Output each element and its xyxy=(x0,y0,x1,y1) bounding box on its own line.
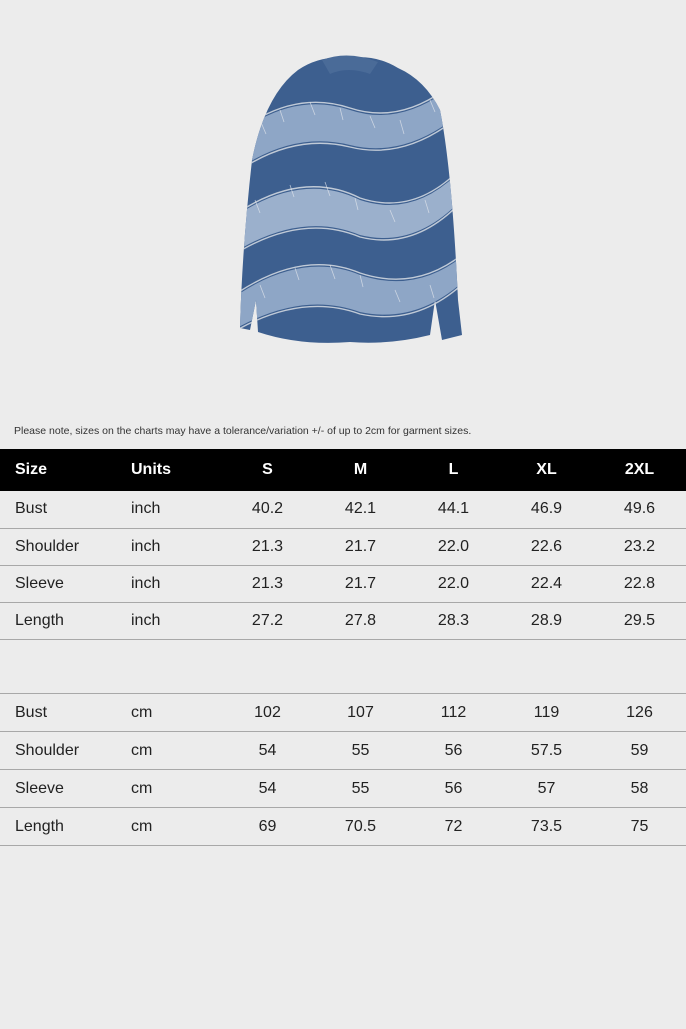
cell-s: 54 xyxy=(258,779,277,797)
header-s: S xyxy=(262,461,273,478)
cell-l: 44.1 xyxy=(437,500,470,518)
cell-m: 21.7 xyxy=(344,574,377,592)
cell-s: 21.3 xyxy=(251,574,284,592)
row-unit: cm xyxy=(131,779,153,797)
cell-2xl: 22.8 xyxy=(623,574,656,592)
cell-xl: 57.5 xyxy=(530,741,563,759)
table-row-sleeve-cm xyxy=(0,770,686,808)
header-size: Size xyxy=(15,461,48,478)
cell-2xl: 49.6 xyxy=(623,500,656,518)
table-row-shoulder-inch xyxy=(0,528,686,565)
size-chart-header-row xyxy=(0,449,686,491)
table-row-bust-cm xyxy=(0,694,686,732)
cell-xl: 46.9 xyxy=(530,500,563,518)
header-units: Units xyxy=(131,461,171,478)
cell-2xl: 126 xyxy=(626,703,653,721)
cell-l: 56 xyxy=(444,741,463,759)
cell-m: 27.8 xyxy=(344,611,377,629)
cell-s: 102 xyxy=(254,703,281,721)
cell-l: 112 xyxy=(440,703,467,721)
cell-2xl: 29.5 xyxy=(623,611,656,629)
cell-xl: 57 xyxy=(537,779,556,797)
cell-s: 27.2 xyxy=(251,611,284,629)
cell-m: 70.5 xyxy=(344,817,377,835)
cell-m: 21.7 xyxy=(344,537,377,555)
header-2xl: 2XL xyxy=(624,461,655,478)
row-label: Shoulder xyxy=(15,537,80,555)
cell-l: 56 xyxy=(444,779,463,797)
cell-l: 22.0 xyxy=(437,537,470,555)
row-label: Shoulder xyxy=(15,741,80,759)
cell-xl: 28.9 xyxy=(530,611,563,629)
table-row-sleeve-inch xyxy=(0,565,686,602)
cell-s: 40.2 xyxy=(251,500,284,518)
cell-s: 21.3 xyxy=(251,537,284,555)
row-unit: inch xyxy=(131,537,161,555)
size-tolerance-note: Please note, sizes on the charts may have a tolerance/variation +/- of up to 2cm for garment sizes. xyxy=(14,425,472,437)
row-label: Bust xyxy=(15,703,48,721)
cell-xl: 22.6 xyxy=(530,537,563,555)
product-image-denim-jacket-back xyxy=(230,50,470,350)
row-unit: inch xyxy=(131,611,161,629)
row-label: Length xyxy=(15,817,64,835)
row-label: Sleeve xyxy=(15,574,64,592)
table-row-bust-inch xyxy=(0,491,686,528)
cell-2xl: 58 xyxy=(630,779,649,797)
cell-xl: 73.5 xyxy=(530,817,563,835)
cell-xl: 119 xyxy=(533,703,560,721)
size-chart-inch-table xyxy=(0,449,686,640)
row-unit: cm xyxy=(131,703,153,721)
row-unit: inch xyxy=(131,574,161,592)
row-unit: cm xyxy=(131,817,153,835)
cell-l: 22.0 xyxy=(437,574,470,592)
cell-l: 28.3 xyxy=(437,611,470,629)
row-label: Sleeve xyxy=(15,779,64,797)
cell-2xl: 75 xyxy=(630,817,649,835)
row-label: Length xyxy=(15,611,64,629)
header-xl: XL xyxy=(536,461,557,478)
cell-m: 42.1 xyxy=(344,500,377,518)
cell-s: 54 xyxy=(258,741,277,759)
table-row-length-cm xyxy=(0,808,686,846)
row-unit: inch xyxy=(131,500,161,518)
table-row-length-inch xyxy=(0,602,686,639)
cell-m: 55 xyxy=(351,779,370,797)
cell-l: 72 xyxy=(444,817,463,835)
size-chart-cm-table xyxy=(0,693,686,846)
cell-m: 55 xyxy=(351,741,370,759)
cell-s: 69 xyxy=(258,817,277,835)
header-m: M xyxy=(353,461,368,478)
cell-xl: 22.4 xyxy=(530,574,563,592)
cell-2xl: 23.2 xyxy=(623,537,656,555)
row-unit: cm xyxy=(131,741,153,759)
cell-2xl: 59 xyxy=(630,741,649,759)
header-l: L xyxy=(448,461,459,478)
cell-m: 107 xyxy=(347,703,374,721)
table-row-shoulder-cm xyxy=(0,732,686,770)
row-label: Bust xyxy=(15,500,48,518)
